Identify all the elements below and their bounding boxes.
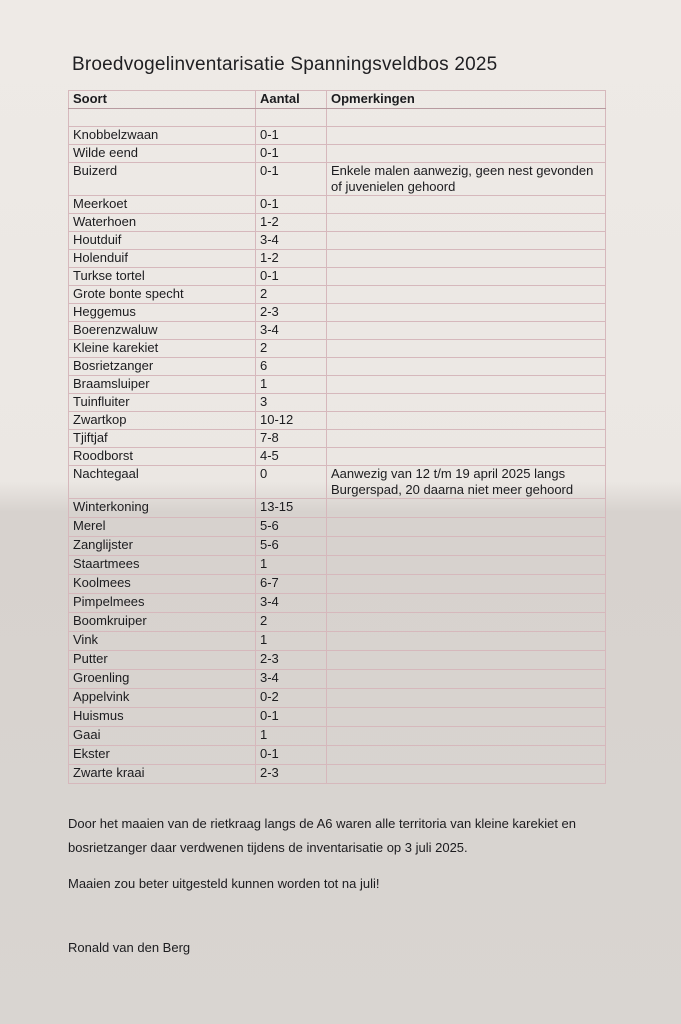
- cell-aantal: 6: [256, 358, 327, 376]
- table-header-row: [69, 91, 606, 109]
- cell-aantal: 2-3: [256, 765, 327, 784]
- note-mowing: Door het maaien van de rietkraag langs de A6 waren alle territoria van kleine karekiet en bosrietzanger daar verdwenen tijdens de inventarisatie op 3 juli 2025.: [68, 816, 577, 855]
- cell-soort: Tjiftjaf: [69, 430, 256, 448]
- cell-aantal: 1-2: [256, 214, 327, 232]
- cell-opm: [327, 594, 606, 613]
- table-row: [69, 632, 606, 651]
- cell-opm: [327, 746, 606, 765]
- cell-aantal: 0-1: [256, 268, 327, 286]
- cell-opm: [327, 556, 606, 575]
- table-row: [69, 232, 606, 250]
- table-row: [69, 196, 606, 214]
- table-row: [69, 537, 606, 556]
- cell-opm: [327, 708, 606, 727]
- table-row: [69, 651, 606, 670]
- cell-soort: Winterkoning: [69, 499, 256, 518]
- table-row: [69, 518, 606, 537]
- cell-opm: [327, 412, 606, 430]
- cell-aantal: 0-1: [256, 127, 327, 145]
- table-row: [69, 594, 606, 613]
- cell-soort: Huismus: [69, 708, 256, 727]
- table-row: [69, 394, 606, 412]
- cell-opm: [327, 250, 606, 268]
- cell-opm: [327, 448, 606, 466]
- cell-soort: Kleine karekiet: [69, 340, 256, 358]
- cell-aantal: 5-6: [256, 518, 327, 537]
- table-row: [69, 556, 606, 575]
- cell-aantal: 2-3: [256, 651, 327, 670]
- cell-soort: [69, 109, 256, 127]
- table-row: [69, 765, 606, 784]
- cell-opm: [327, 632, 606, 651]
- cell-soort: Zwartkop: [69, 412, 256, 430]
- cell-soort: Braamsluiper: [69, 376, 256, 394]
- cell-opm: [327, 613, 606, 632]
- cell-aantal: 2: [256, 340, 327, 358]
- cell-opm: [327, 670, 606, 689]
- cell-aantal: 5-6: [256, 537, 327, 556]
- cell-aantal: 0: [256, 466, 327, 499]
- cell-opm: [327, 214, 606, 232]
- cell-aantal: 2: [256, 286, 327, 304]
- cell-soort: Zwarte kraai: [69, 765, 256, 784]
- header-opmerkingen: Opmerkingen: [327, 91, 606, 109]
- cell-opm: [327, 232, 606, 250]
- cell-soort: Tuinfluiter: [69, 394, 256, 412]
- table-row: [69, 575, 606, 594]
- cell-soort: Houtduif: [69, 232, 256, 250]
- table-row: [69, 746, 606, 765]
- cell-opm: [327, 727, 606, 746]
- table-row: [69, 376, 606, 394]
- cell-opm: [327, 358, 606, 376]
- cell-soort: Koolmees: [69, 575, 256, 594]
- cell-soort: Nachtegaal: [69, 466, 256, 499]
- table-row: [69, 448, 606, 466]
- cell-soort: Appelvink: [69, 689, 256, 708]
- cell-soort: Waterhoen: [69, 214, 256, 232]
- cell-soort: Vink: [69, 632, 256, 651]
- table-row: [69, 708, 606, 727]
- cell-soort: Bosrietzanger: [69, 358, 256, 376]
- table-row: [69, 499, 606, 518]
- cell-opm: [327, 499, 606, 518]
- cell-opm: [327, 575, 606, 594]
- cell-aantal: 0-2: [256, 689, 327, 708]
- cell-opm: [327, 145, 606, 163]
- cell-opm: [327, 651, 606, 670]
- table-row: [69, 689, 606, 708]
- cell-soort: Roodborst: [69, 448, 256, 466]
- cell-aantal: 1: [256, 727, 327, 746]
- header-aantal: Aantal: [256, 91, 327, 109]
- cell-aantal: 10-12: [256, 412, 327, 430]
- cell-aantal: 0-1: [256, 145, 327, 163]
- cell-opm: [327, 376, 606, 394]
- cell-soort: Heggemus: [69, 304, 256, 322]
- cell-opm: [327, 196, 606, 214]
- cell-soort: Buizerd: [69, 163, 256, 196]
- cell-aantal: 0-1: [256, 746, 327, 765]
- cell-soort: Holenduif: [69, 250, 256, 268]
- cell-aantal: 3-4: [256, 670, 327, 689]
- cell-aantal: 1-2: [256, 250, 327, 268]
- cell-aantal: 3-4: [256, 594, 327, 613]
- cell-soort: Turkse tortel: [69, 268, 256, 286]
- table-row: [69, 322, 606, 340]
- cell-soort: Meerkoet: [69, 196, 256, 214]
- cell-aantal: 1: [256, 632, 327, 651]
- table-row: [69, 268, 606, 286]
- cell-opm: [327, 127, 606, 145]
- signature: Ronald van den Berg: [68, 940, 191, 955]
- table-row: [69, 250, 606, 268]
- cell-soort: Zanglijster: [69, 537, 256, 556]
- cell-opm: Aanwezig van 12 t/m 19 april 2025 langs Burgerspad, 20 daarna niet meer gehoord: [327, 466, 606, 499]
- table-row: [69, 466, 606, 499]
- cell-opm: [327, 537, 606, 556]
- cell-aantal: 1: [256, 376, 327, 394]
- cell-aantal: 0-1: [256, 196, 327, 214]
- cell-aantal: 2: [256, 613, 327, 632]
- table-row: [69, 304, 606, 322]
- cell-aantal: 2-3: [256, 304, 327, 322]
- cell-soort: Groenling: [69, 670, 256, 689]
- cell-opm: [327, 518, 606, 537]
- page-title: Broedvogelinventarisatie Spanningsveldbos 2025: [72, 54, 498, 75]
- cell-soort: Wilde eend: [69, 145, 256, 163]
- cell-aantal: 3: [256, 394, 327, 412]
- cell-soort: Putter: [69, 651, 256, 670]
- table-row: [69, 127, 606, 145]
- table-row: [69, 430, 606, 448]
- cell-soort: Boerenzwaluw: [69, 322, 256, 340]
- table-row: [69, 214, 606, 232]
- cell-opm: [327, 430, 606, 448]
- table-row: [69, 670, 606, 689]
- table-row: [69, 340, 606, 358]
- header-soort: Soort: [69, 91, 256, 109]
- cell-opm: [327, 340, 606, 358]
- bird-table: [68, 90, 606, 784]
- table-row: [69, 358, 606, 376]
- cell-soort: Grote bonte specht: [69, 286, 256, 304]
- table-row: [69, 163, 606, 196]
- cell-opm: [327, 268, 606, 286]
- cell-aantal: 1: [256, 556, 327, 575]
- cell-aantal: 0-1: [256, 163, 327, 196]
- cell-aantal: 3-4: [256, 322, 327, 340]
- cell-aantal: 4-5: [256, 448, 327, 466]
- cell-soort: Knobbelzwaan: [69, 127, 256, 145]
- cell-aantal: 0-1: [256, 708, 327, 727]
- table-row: [69, 145, 606, 163]
- cell-opm: Enkele malen aanwezig, geen nest gevonden of juvenielen gehoord: [327, 163, 606, 196]
- table-row: [69, 109, 606, 127]
- cell-opm: [327, 286, 606, 304]
- cell-soort: Ekster: [69, 746, 256, 765]
- table-row: [69, 412, 606, 430]
- cell-aantal: 13-15: [256, 499, 327, 518]
- cell-soort: Gaai: [69, 727, 256, 746]
- cell-opm: [327, 304, 606, 322]
- table-row: [69, 613, 606, 632]
- cell-aantal: 3-4: [256, 232, 327, 250]
- cell-opm: [327, 394, 606, 412]
- note-recommendation: Maaien zou beter uitgesteld kunnen worden tot na juli!: [68, 876, 380, 891]
- cell-opm: [327, 109, 606, 127]
- cell-aantal: [256, 109, 327, 127]
- cell-opm: [327, 689, 606, 708]
- cell-aantal: 6-7: [256, 575, 327, 594]
- cell-aantal: 7-8: [256, 430, 327, 448]
- table-body: [69, 109, 606, 784]
- cell-opm: [327, 322, 606, 340]
- cell-soort: Staartmees: [69, 556, 256, 575]
- cell-opm: [327, 765, 606, 784]
- table-row: [69, 727, 606, 746]
- cell-soort: Merel: [69, 518, 256, 537]
- table-row: [69, 286, 606, 304]
- cell-soort: Boomkruiper: [69, 613, 256, 632]
- cell-soort: Pimpelmees: [69, 594, 256, 613]
